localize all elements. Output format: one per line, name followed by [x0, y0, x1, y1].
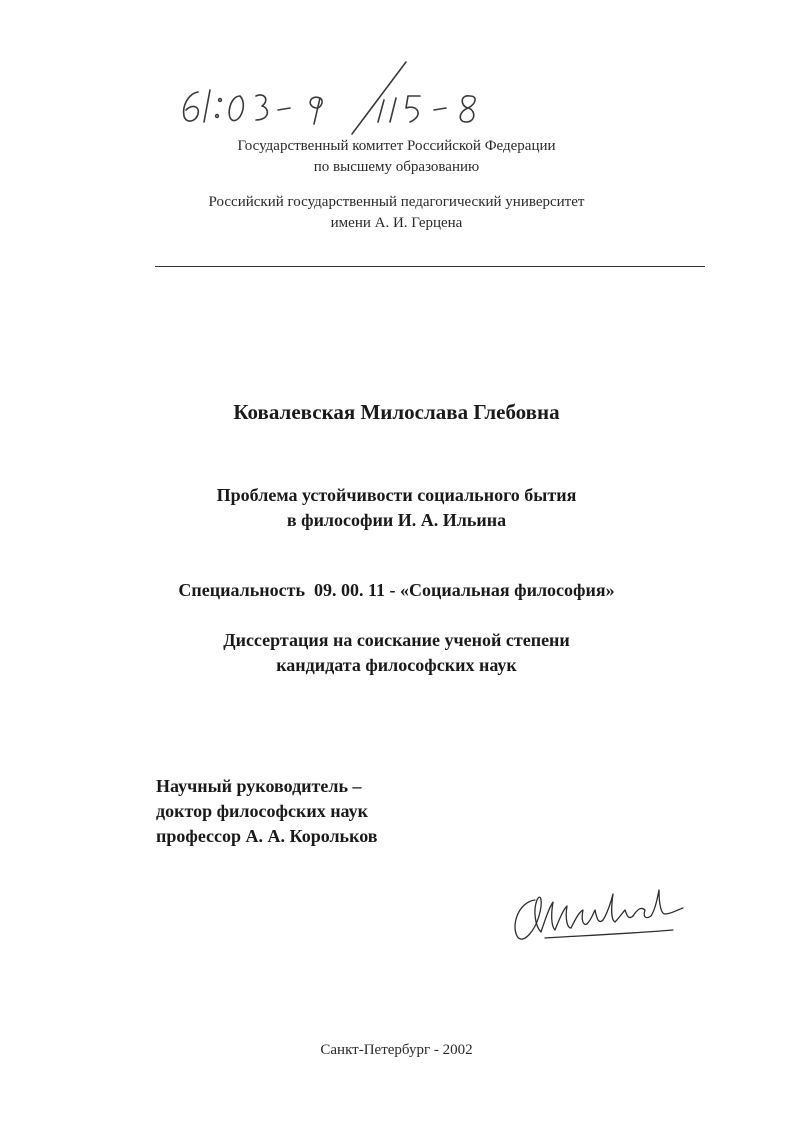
thesis-title-line-2: в философии И. А. Ильина — [286, 510, 507, 530]
advisor-line-3: профессор А. А. Корольков — [156, 826, 378, 846]
university-line-1: Российский государственный педагогический университет — [208, 194, 585, 210]
scientific-advisor — [156, 774, 377, 849]
thesis-title — [0, 483, 793, 533]
degree-statement — [0, 628, 793, 678]
university-line-2: имени А. И. Герцена — [330, 215, 463, 231]
handwritten-archive-code — [170, 60, 550, 140]
committee-line-2: по высшему образованию — [313, 159, 480, 175]
author-name: Ковалевская Милослава Глебовна — [233, 400, 560, 424]
thesis-title-line-1: Проблема устойчивости социального бытия — [216, 485, 577, 505]
committee-line-1: Государственный комитет Российской Федерации — [237, 138, 556, 154]
university-heading — [0, 192, 793, 234]
degree-line-1: Диссертация на соискание ученой степени — [223, 630, 570, 650]
committee-heading — [0, 136, 793, 178]
advisor-line-2: доктор философских наук — [156, 801, 369, 821]
city-and-year: Санкт-Петербург - 2002 — [320, 1042, 473, 1058]
header-divider — [155, 266, 705, 267]
degree-line-2: кандидата философских наук — [276, 655, 517, 675]
advisor-signature — [505, 880, 695, 950]
advisor-line-1: Научный руководитель – — [156, 776, 362, 796]
specialty: Специальность 09. 00. 11 - «Социальная философия» — [178, 580, 615, 600]
